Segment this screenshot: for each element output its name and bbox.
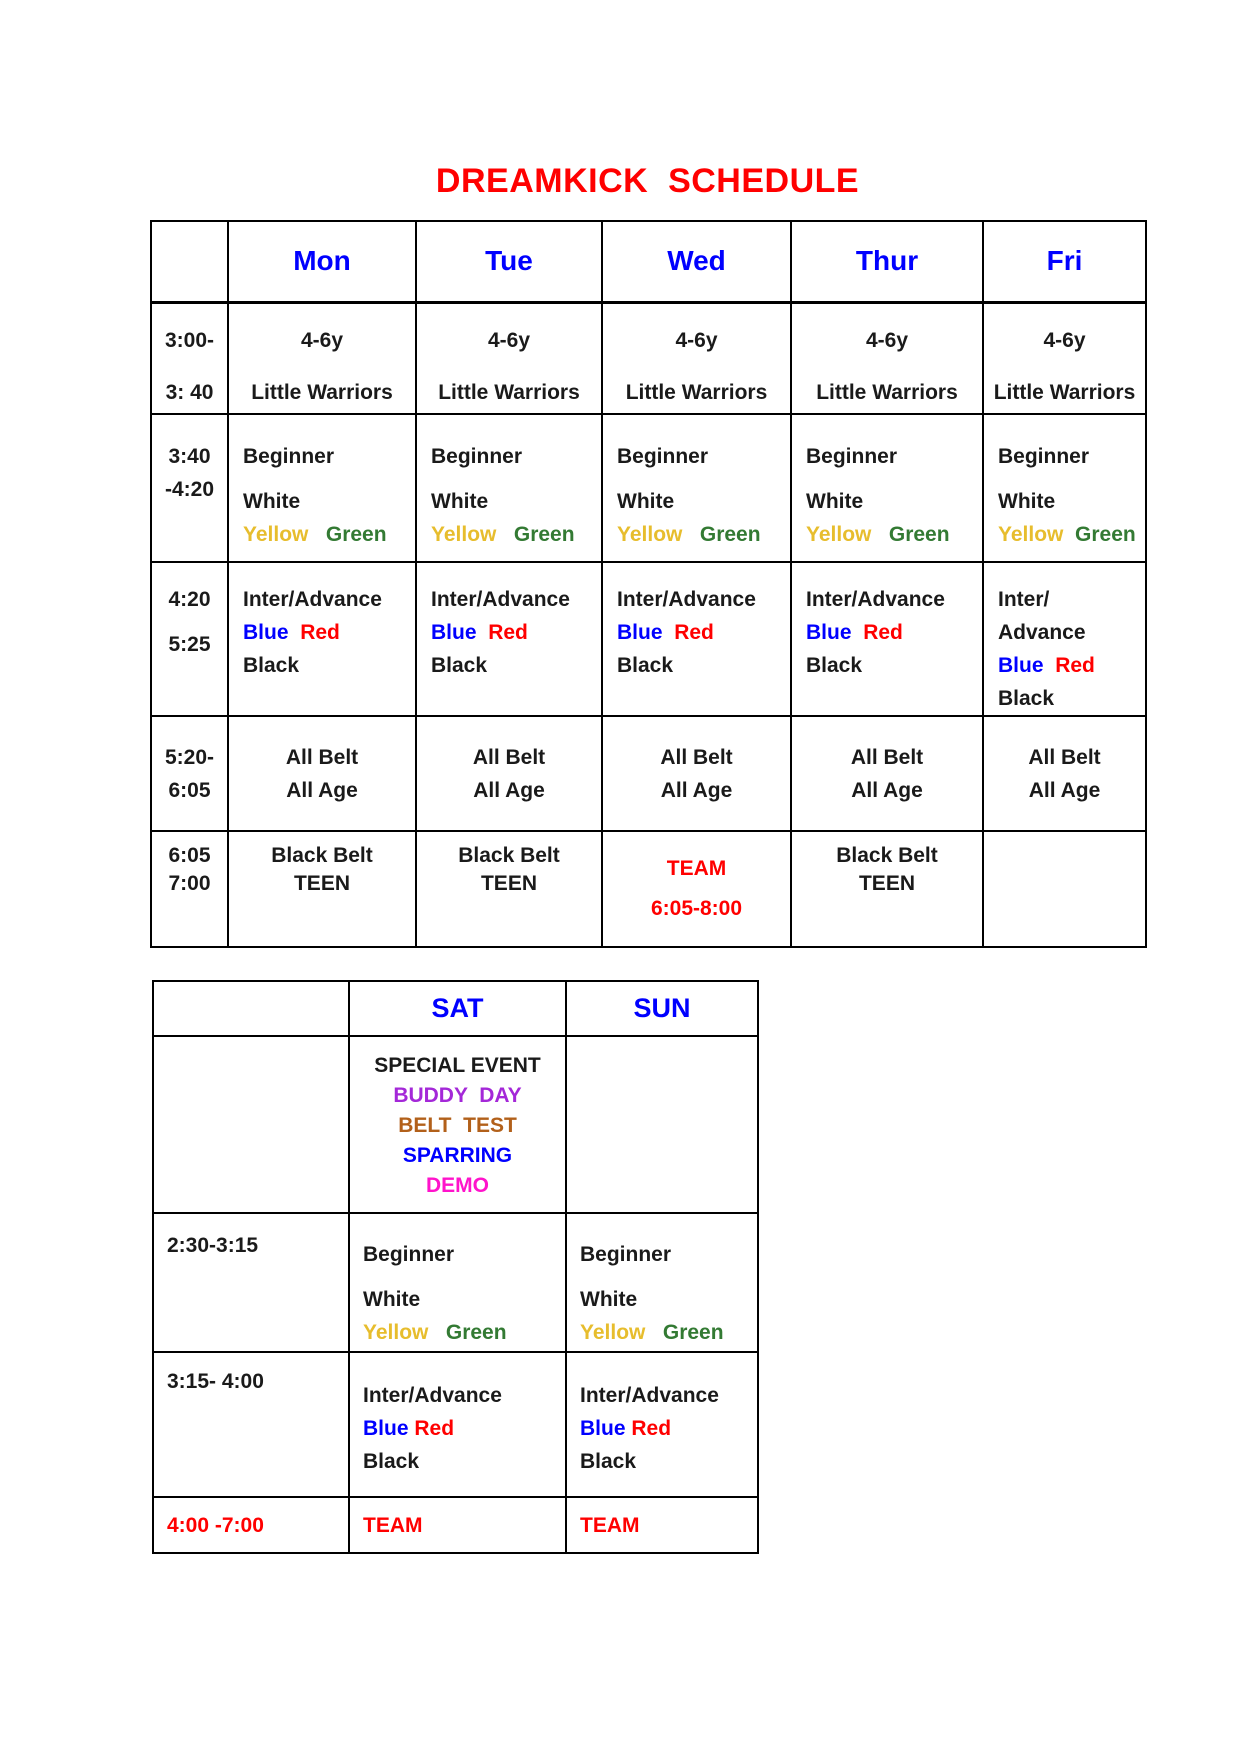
text-segment: Yellow: [431, 523, 514, 546]
schedule-row: [153, 1036, 758, 1213]
cell-line: [998, 485, 1141, 518]
text-segment: All Age: [1028, 779, 1101, 802]
tue-cell: [416, 302, 602, 414]
cell-line: [580, 1238, 753, 1271]
cell-line: [580, 1445, 753, 1478]
cell-line: [363, 1316, 561, 1349]
mon-cell: [228, 831, 416, 947]
cell-line: [152, 473, 227, 506]
text-segment: All Age: [473, 779, 545, 802]
fri-cell: [983, 562, 1146, 716]
cell-line: [363, 1379, 561, 1412]
day-header-wed: Wed: [602, 221, 791, 302]
cell-line: [417, 376, 601, 409]
fri-cell: [983, 831, 1146, 947]
wed-cell: [602, 302, 791, 414]
cell-line: [229, 870, 415, 898]
text-segment: Blue: [580, 1417, 632, 1440]
text-segment: Inter/ Advance: [998, 588, 1086, 644]
text-segment: 7:00: [168, 872, 211, 895]
text-segment: All Age: [851, 779, 923, 802]
cell-line: [431, 440, 597, 473]
text-segment: BUDDY DAY: [393, 1084, 522, 1107]
text-segment: TEAM: [580, 1513, 640, 1537]
cell-line: [792, 774, 982, 807]
text-segment: Little Warriors: [625, 380, 768, 404]
text-segment: 5:20-: [164, 746, 215, 769]
sun-cell: [566, 1213, 758, 1352]
text-segment: 4-6y: [300, 328, 344, 352]
cell-line: [617, 649, 786, 682]
cell-line: [792, 741, 982, 774]
text-segment: All Age: [286, 779, 358, 802]
text-segment: 6:05-8:00: [650, 897, 743, 920]
schedule-row: [151, 302, 1146, 414]
schedule-row: [151, 716, 1146, 831]
cell-line: [152, 324, 227, 357]
cell-line: [350, 1171, 565, 1201]
text-segment: White: [617, 490, 675, 513]
text-segment: Green: [445, 1321, 507, 1344]
time-cell: [153, 1497, 349, 1553]
cell-line: [363, 1445, 561, 1478]
sun-cell: [566, 1352, 758, 1497]
sat-cell: [349, 1497, 566, 1553]
schedule-row: [153, 1352, 758, 1497]
text-segment: 3:15- 4:00: [167, 1370, 264, 1393]
schedule-row: [153, 1497, 758, 1553]
text-segment: Green: [1075, 523, 1136, 546]
cell-line: [617, 583, 786, 616]
cell-line: [603, 324, 790, 357]
cell-line: [603, 895, 790, 923]
cell-line: [580, 1412, 753, 1445]
cell-line: [417, 774, 601, 807]
cell-line: [167, 1229, 344, 1262]
cell-line: [152, 741, 227, 774]
sun-cell: [566, 1036, 758, 1213]
sat-cell: [349, 1352, 566, 1497]
text-segment: Black: [243, 654, 300, 677]
cell-line: [792, 324, 982, 357]
cell-line: [431, 583, 597, 616]
text-segment: Black: [431, 654, 488, 677]
schedule-row: [151, 562, 1146, 716]
cell-line: [167, 1365, 344, 1398]
text-segment: Beginner: [617, 445, 709, 468]
text-segment: DEMO: [426, 1174, 489, 1197]
mon-cell: [228, 716, 416, 831]
cell-line: [243, 616, 411, 649]
text-segment: Yellow: [617, 523, 700, 546]
cell-line: [998, 583, 1141, 649]
cell-line: [792, 376, 982, 409]
text-segment: Black Belt: [458, 844, 560, 867]
sat-cell: [349, 1036, 566, 1213]
time-cell: [151, 562, 228, 716]
text-segment: Beginner: [431, 445, 523, 468]
text-segment: White: [998, 490, 1056, 513]
text-segment: Beginner: [806, 445, 898, 468]
cell-line: [998, 649, 1141, 682]
cell-line: [984, 774, 1145, 807]
cell-line: [363, 1412, 561, 1445]
cell-line: [998, 682, 1141, 715]
thur-cell: [791, 562, 983, 716]
cell-line: [603, 741, 790, 774]
sat-cell: [349, 1213, 566, 1352]
cell-line: [167, 1509, 344, 1542]
wed-cell: [602, 716, 791, 831]
cell-line: [152, 376, 227, 409]
cell-line: [229, 741, 415, 774]
text-segment: Beginner: [363, 1243, 455, 1266]
text-segment: Green: [699, 523, 761, 546]
cell-line: [806, 583, 978, 616]
cell-line: [417, 741, 601, 774]
cell-line: [350, 1081, 565, 1111]
text-segment: SPARRING: [402, 1144, 513, 1167]
fri-cell: [983, 716, 1146, 831]
cell-line: [152, 774, 227, 807]
cell-line: [431, 649, 597, 682]
text-segment: Beginner: [580, 1243, 672, 1266]
cell-line: [998, 518, 1141, 551]
cell-line: [580, 1509, 753, 1542]
cell-line: [243, 440, 411, 473]
wed-cell: [602, 414, 791, 562]
time-cell: [153, 1036, 349, 1213]
text-segment: 5:25: [168, 633, 211, 656]
text-segment: Green: [662, 1321, 724, 1344]
text-segment: Little Warriors: [816, 380, 958, 404]
cell-line: [617, 518, 786, 551]
time-cell: [151, 414, 228, 562]
text-segment: 4-6y: [675, 328, 718, 352]
tue-cell: [416, 831, 602, 947]
schedule-row: [151, 831, 1146, 947]
text-segment: Black Belt: [836, 844, 938, 867]
time-cell: [153, 1213, 349, 1352]
cell-line: [580, 1316, 753, 1349]
thur-cell: [791, 831, 983, 947]
text-segment: SPECIAL EVENT: [374, 1054, 541, 1077]
cell-line: [431, 616, 597, 649]
text-segment: Blue: [363, 1417, 415, 1440]
text-segment: Red: [1055, 654, 1095, 677]
text-segment: Inter/Advance: [431, 588, 570, 611]
text-segment: Little Warriors: [251, 380, 393, 404]
text-segment: Black: [617, 654, 674, 677]
cell-line: [243, 583, 411, 616]
cell-line: [984, 376, 1145, 409]
text-segment: Green: [325, 523, 387, 546]
text-segment: Blue: [243, 621, 301, 644]
text-segment: 3: 40: [165, 380, 214, 404]
text-segment: Blue: [617, 621, 675, 644]
text-segment: BELT TEST: [398, 1114, 517, 1137]
cell-line: [806, 616, 978, 649]
text-segment: Red: [863, 621, 903, 644]
time-cell: [151, 716, 228, 831]
text-segment: Yellow: [806, 523, 889, 546]
schedule-row: [151, 414, 1146, 562]
text-segment: Red: [300, 621, 340, 644]
text-segment: Blue: [431, 621, 489, 644]
cell-line: [617, 440, 786, 473]
cell-line: [806, 649, 978, 682]
text-segment: Black Belt: [271, 844, 373, 867]
thur-cell: [791, 716, 983, 831]
text-segment: Black: [363, 1450, 420, 1473]
text-segment: 3:40: [168, 445, 211, 468]
thur-cell: [791, 302, 983, 414]
cell-line: [417, 870, 601, 898]
cell-line: [229, 774, 415, 807]
cell-line: [243, 485, 411, 518]
day-header-sat: SAT: [349, 981, 566, 1036]
text-segment: Yellow: [363, 1321, 446, 1344]
wed-cell: [602, 831, 791, 947]
text-segment: White: [806, 490, 864, 513]
mon-cell: [228, 414, 416, 562]
cell-line: [603, 774, 790, 807]
weekend-body: [153, 1036, 758, 1553]
cell-line: [152, 870, 227, 898]
cell-line: [806, 518, 978, 551]
page-title: DREAMKICK SCHEDULE: [435, 162, 860, 200]
text-segment: All Belt: [850, 746, 924, 769]
text-segment: 6:05: [168, 844, 211, 867]
cell-line: [617, 616, 786, 649]
text-segment: Black: [998, 687, 1055, 710]
cell-line: [350, 1051, 565, 1081]
cell-line: [243, 518, 411, 551]
cell-line: [792, 842, 982, 870]
text-segment: TEAM: [666, 857, 727, 880]
text-segment: 4-6y: [1043, 328, 1086, 352]
corner-cell: [153, 981, 349, 1036]
cell-line: [243, 649, 411, 682]
cell-line: [417, 842, 601, 870]
text-segment: White: [363, 1288, 421, 1311]
text-segment: 4-6y: [865, 328, 909, 352]
text-segment: Inter/Advance: [243, 588, 382, 611]
text-segment: Black: [580, 1450, 637, 1473]
text-segment: White: [580, 1288, 638, 1311]
text-segment: All Belt: [1028, 746, 1101, 769]
cell-line: [617, 485, 786, 518]
cell-line: [152, 440, 227, 473]
cell-line: [431, 518, 597, 551]
weekday-schedule-table: [150, 220, 1147, 948]
text-segment: Inter/Advance: [363, 1384, 502, 1407]
cell-line: [792, 870, 982, 898]
text-segment: Beginner: [998, 445, 1090, 468]
text-segment: 4:00 -7:00: [167, 1513, 264, 1537]
fri-cell: [983, 302, 1146, 414]
weekend-schedule-table: [152, 980, 759, 1554]
cell-line: [806, 485, 978, 518]
mon-cell: [228, 302, 416, 414]
tue-cell: [416, 562, 602, 716]
text-segment: 3:00-: [164, 328, 215, 352]
text-segment: TEEN: [858, 872, 915, 895]
cell-line: [580, 1283, 753, 1316]
text-segment: Green: [513, 523, 575, 546]
text-segment: TEEN: [480, 872, 537, 895]
cell-line: [350, 1141, 565, 1171]
text-segment: 4:20: [168, 588, 211, 611]
cell-line: [603, 855, 790, 883]
text-segment: Little Warriors: [993, 380, 1136, 404]
text-segment: Red: [631, 1417, 672, 1440]
text-segment: Red: [414, 1417, 455, 1440]
time-cell: [151, 302, 228, 414]
corner-cell: [151, 221, 228, 302]
text-segment: Yellow: [580, 1321, 663, 1344]
weekday-header-row: [151, 221, 1146, 302]
time-cell: [151, 831, 228, 947]
day-header-fri: Fri: [983, 221, 1146, 302]
text-segment: Red: [674, 621, 714, 644]
text-segment: Yellow: [243, 523, 326, 546]
day-header-mon: Mon: [228, 221, 416, 302]
text-segment: Inter/Advance: [617, 588, 756, 611]
text-segment: 6:05: [168, 779, 211, 802]
text-segment: White: [243, 490, 301, 513]
fri-cell: [983, 414, 1146, 562]
text-segment: White: [431, 490, 489, 513]
cell-line: [806, 440, 978, 473]
cell-line: [152, 583, 227, 616]
text-segment: Inter/Advance: [580, 1384, 719, 1407]
cell-line: [363, 1283, 561, 1316]
cell-line: [152, 842, 227, 870]
text-segment: Yellow: [998, 523, 1076, 546]
text-segment: Inter/Advance: [806, 588, 945, 611]
cell-line: [984, 741, 1145, 774]
text-segment: Beginner: [243, 445, 335, 468]
cell-line: [417, 324, 601, 357]
text-segment: Black: [806, 654, 863, 677]
weekend-header-row: [153, 981, 758, 1036]
text-segment: 4-6y: [487, 328, 531, 352]
cell-line: [152, 628, 227, 661]
day-header-thur: Thur: [791, 221, 983, 302]
cell-line: [431, 485, 597, 518]
text-segment: Little Warriors: [438, 380, 580, 404]
cell-line: [229, 324, 415, 357]
sun-cell: [566, 1497, 758, 1553]
schedule-row: [153, 1213, 758, 1352]
cell-line: [580, 1379, 753, 1412]
text-segment: All Belt: [472, 746, 546, 769]
text-segment: Blue: [806, 621, 864, 644]
text-segment: Blue: [998, 654, 1056, 677]
text-segment: TEAM: [363, 1513, 423, 1537]
text-segment: TEEN: [293, 872, 350, 895]
wed-cell: [602, 562, 791, 716]
cell-line: [984, 324, 1145, 357]
text-segment: -4:20: [164, 478, 215, 501]
tue-cell: [416, 414, 602, 562]
cell-line: [229, 842, 415, 870]
text-segment: All Belt: [285, 746, 359, 769]
text-segment: Red: [488, 621, 528, 644]
cell-line: [363, 1238, 561, 1271]
thur-cell: [791, 414, 983, 562]
cell-line: [229, 376, 415, 409]
cell-line: [350, 1111, 565, 1141]
tue-cell: [416, 716, 602, 831]
weekday-body: [151, 302, 1146, 947]
text-segment: All Belt: [660, 746, 733, 769]
cell-line: [603, 376, 790, 409]
text-segment: Green: [888, 523, 950, 546]
text-segment: 2:30-3:15: [167, 1234, 259, 1257]
cell-line: [363, 1509, 561, 1542]
day-header-sun: SUN: [566, 981, 758, 1036]
day-header-tue: Tue: [416, 221, 602, 302]
text-segment: All Age: [660, 779, 733, 802]
cell-line: [998, 440, 1141, 473]
mon-cell: [228, 562, 416, 716]
time-cell: [153, 1352, 349, 1497]
